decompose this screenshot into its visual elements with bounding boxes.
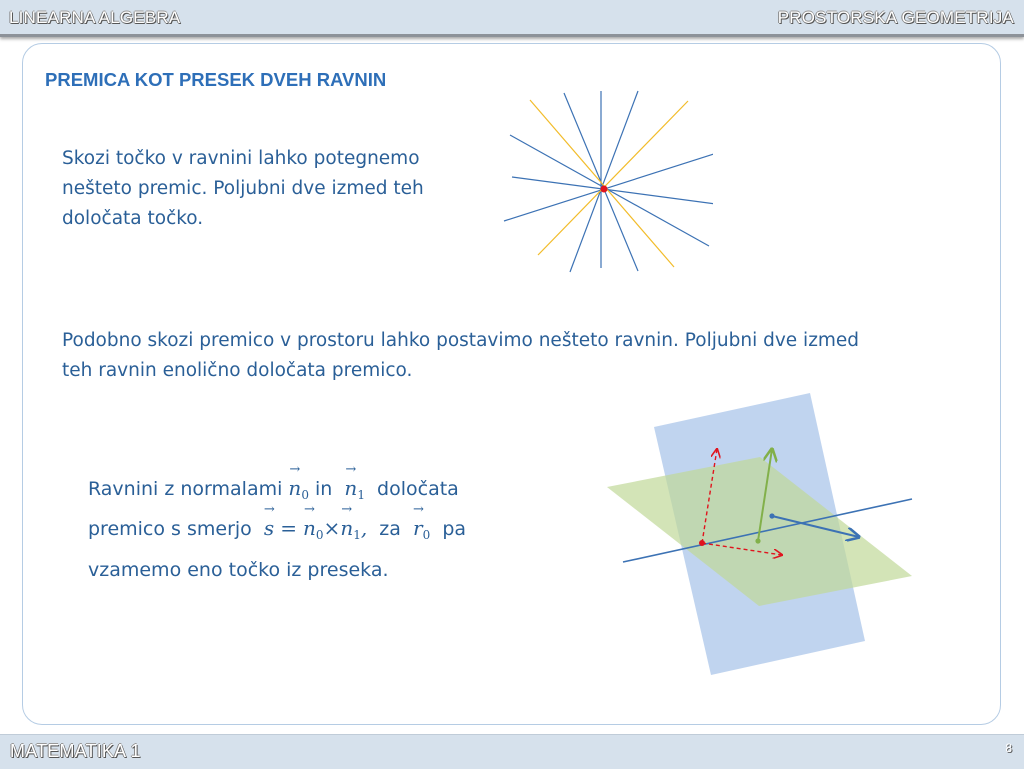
point-red <box>699 540 705 546</box>
point-green <box>755 538 760 543</box>
page-number: 8 <box>1005 741 1012 755</box>
bottom-bar <box>0 734 1024 769</box>
course-name: MATEMATIKA 1 <box>10 741 141 761</box>
formula-line-2: premico s smerjo → s = → $n_0\times\to n_1$, za → $r_0$ pa <box>88 516 466 542</box>
course-title: LINEARNA ALGEBRA <box>9 8 181 27</box>
two-planes-diagram <box>600 390 920 680</box>
slide-title: PREMICA KOT PRESEK DVEH RAVNIN <box>45 69 387 90</box>
formula-line-1: Ravnini z normalami → $n_0$ in → $n_1$ določata <box>88 476 459 502</box>
paragraph-points: Skozi točko v ravnini lahko potegnemo nešteto premic. Poljubni dve izmed teh določata točko. <box>62 148 424 229</box>
line-yellow-2 <box>538 101 688 255</box>
line-yellow-1 <box>530 100 674 267</box>
formula-line-3: vzamemo eno točko iz preseka. <box>88 559 389 581</box>
paragraph-planes: Podobno skozi premico v prostoru lahko postavimo nešteto ravnin. Poljubni dve izmed teh ravnin enolično določata premico. <box>62 330 860 381</box>
line-blue-6 <box>510 135 709 246</box>
intersection-point <box>601 186 608 193</box>
line-blue-4 <box>504 153 713 221</box>
point-blue <box>769 513 774 518</box>
line-blue-5 <box>512 177 713 204</box>
lines-through-point-diagram <box>498 88 713 278</box>
section-title: PROSTORSKA GEOMETRIJA <box>777 8 1014 27</box>
